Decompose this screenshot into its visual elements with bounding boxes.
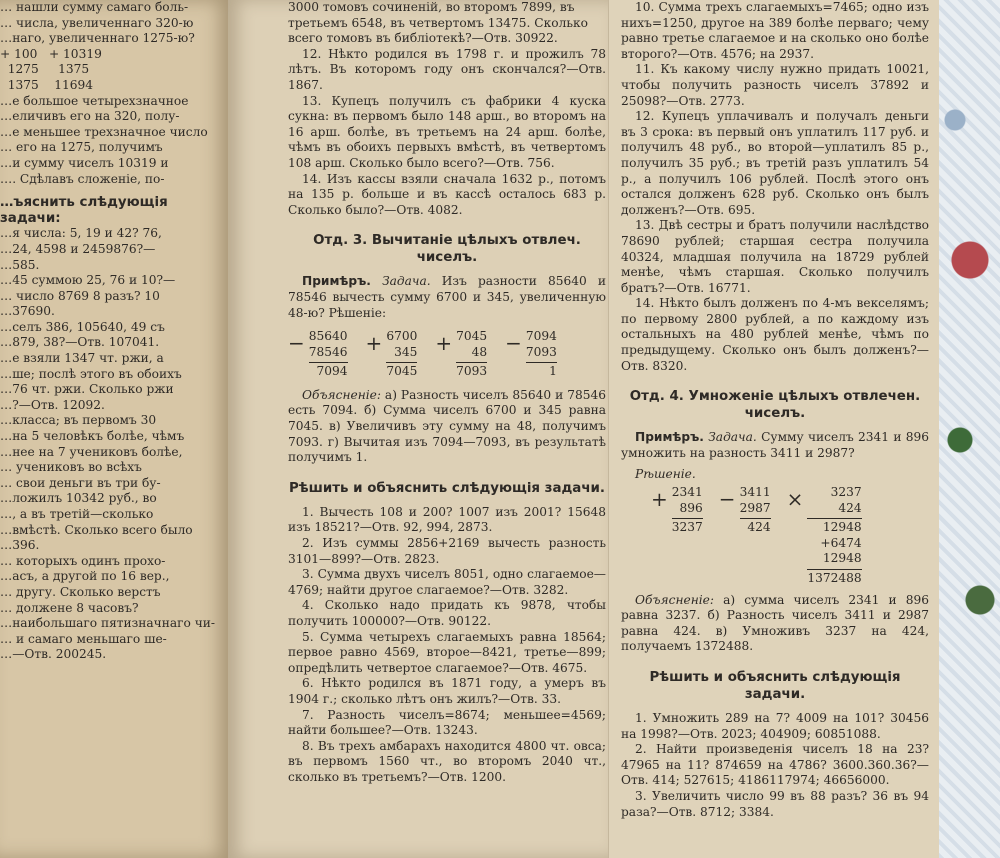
left-text-fragment: 1375 11694 xyxy=(0,77,94,92)
problem-item: 12. Нѣкто родился въ 1798 г. и прожилъ 78 лѣтъ. Въ которомъ году онъ скончался?—Отв. 1867. xyxy=(288,46,606,92)
left-text-fragment: … которыхъ одинъ прохо- xyxy=(0,553,166,568)
left-text-fragment: …76 чт. ржи. Сколько ржи xyxy=(0,382,174,397)
left-text-fragment: …на 5 человѣкъ болѣе, чѣмъ xyxy=(0,429,185,444)
arith-number: 2341 xyxy=(671,485,703,500)
left-text-fragment: + 100 + 10319 xyxy=(0,46,102,61)
left-text-fragment: …е меньшее трехзначное число xyxy=(0,124,208,139)
example-task-label: Задача. xyxy=(382,274,431,289)
plus-sign: + xyxy=(365,331,383,356)
partial-product: 12948 xyxy=(807,518,861,536)
arith-block xyxy=(505,329,557,380)
left-text-fragment: …вмѣстѣ. Сколько всего было xyxy=(0,522,193,537)
arith-block xyxy=(651,485,703,536)
problem-item: 10. Сумма трехъ слагаемыхъ=7465; одно изъ нихъ=1250, другое на 389 болѣе перваго; чему равно третье слагаемое и на сколько оно болѣе второго?—Отв. 4576; на 2937. xyxy=(621,0,929,61)
arith-result: 3237 xyxy=(671,520,703,535)
problem-item: 2. Найти произведенія чиселъ 18 на 23? 47965 на 11? 874659 на 4786? 3600.360.36?—Отв. 414; 527615; 4186117974; 46656000. xyxy=(621,742,929,788)
arith-number: 7093 xyxy=(525,344,557,359)
example-text: Изъ разности 85640 и 78546 вычесть сумму 6700 и 345, увеличенную 48-ю? Рѣшеніе: xyxy=(288,274,607,320)
arith-result: 1 xyxy=(526,362,557,380)
times-sign: × xyxy=(786,487,804,512)
problem-item: 8. Въ трехъ амбарахъ находится 4800 чт. овса; въ первомъ 1560 чт., во второмъ 2040 чт., сколько въ третьемъ?—Отв. 1200. xyxy=(288,738,606,784)
right-page xyxy=(608,0,939,858)
problem-item: 14. Нѣкто былъ долженъ по 4-мъ векселямъ; по первому 2800 рублей, а по каждому изъ остальныхъ на 480 рублей менѣе, чѣмъ по предыдущему. Сколько онъ былъ долженъ?—Отв. 8320. xyxy=(621,296,929,373)
left-heading-line: задачи: xyxy=(0,210,61,226)
left-heading-line: …ъяснить слѣдующія xyxy=(0,195,168,211)
solution-label: Рѣшеніе. xyxy=(635,467,696,482)
example-paragraph xyxy=(288,274,606,321)
problem-item: 14. Изъ кассы взяли сначала 1632 р., потомъ на 135 р. больше и въ кассѣ осталось 683 р. Сколько было?—Отв. 4082. xyxy=(288,171,606,217)
arith-block xyxy=(288,329,348,380)
problem-item: 2. Изъ суммы 2856+2169 вычесть разность 3101—899?—Отв. 2823. xyxy=(288,536,606,566)
left-text-fragment: …24, 4598 и 2459876?— xyxy=(0,241,156,256)
problems-heading: Рѣшить и объяснить слѣдующія задачи. xyxy=(649,669,901,702)
problem-item: 11. Къ какому числу нужно придать 10021, чтобы получить разность чиселъ 37892 и 25098?—Отв. 2773. xyxy=(621,62,929,108)
left-text-fragment: … учениковъ во всѣхъ xyxy=(0,460,142,475)
partial-product: 12948 xyxy=(822,551,862,566)
explanation-paragraph xyxy=(621,593,929,655)
left-text-fragment: …класса; въ первомъ 30 xyxy=(0,413,157,428)
arith-block xyxy=(366,329,418,380)
problem-item: 6. Нѣкто родился въ 1871 году, а умеръ въ 1904 г.; сколько лѣтъ онъ жилъ?—Отв. 33. xyxy=(288,676,606,706)
arith-result: 424 xyxy=(740,518,771,536)
left-text-fragment: …наго, увеличеннаго 1275-ю? xyxy=(0,31,195,46)
arith-number: 3237 xyxy=(830,485,862,500)
left-text-fragment: … нашли сумму самаго боль- xyxy=(0,0,189,14)
top-line: всего томовъ въ библіотекѣ?—Отв. 30922. xyxy=(288,31,558,46)
left-text-fragment: …асъ, а другой по 16 вер., xyxy=(0,569,170,584)
problem-item: 4. Сколько надо придать къ 9878, чтобы получить 100000?—Отв. 90122. xyxy=(288,598,606,628)
left-text-fragment: … и самаго меньшаго ше- xyxy=(0,631,167,646)
subtraction-example xyxy=(288,329,606,380)
left-text-fragment: …нее на 7 учениковъ болѣе, xyxy=(0,444,183,459)
left-text-fragment: … должене 8 часовъ? xyxy=(0,600,139,615)
example-label: Примѣръ. xyxy=(635,430,704,445)
left-text-fragment: … число 8769 8 разъ? 10 xyxy=(0,288,160,303)
left-text-fragment: …?—Отв. 12092. xyxy=(0,397,105,412)
left-page-column xyxy=(0,0,226,663)
center-page xyxy=(228,0,608,858)
left-text-fragment: … числа, увеличеннаго 320-ю xyxy=(0,15,194,30)
example-label: Примѣръ. xyxy=(302,274,371,289)
arith-number: 78546 xyxy=(308,344,348,359)
arith-number: 345 xyxy=(394,344,418,359)
arith-result: 7093 xyxy=(456,364,488,379)
arith-number: 85640 xyxy=(308,329,348,344)
arith-number: 3411 xyxy=(739,485,771,500)
left-text-fragment: …еличивъ его на 320, полу- xyxy=(0,109,180,124)
section-heading: Отд. 4. Умноженіе цѣлыхъ отвлечен. чиселъ. xyxy=(629,389,921,422)
arith-number: 7094 xyxy=(525,329,557,344)
left-text-fragment: … другу. Сколько верстъ xyxy=(0,584,161,599)
arith-number: 896 xyxy=(679,500,703,515)
arith-number: 424 xyxy=(838,500,862,515)
explanation-text: а) Разность чиселъ 85640 и 78546 есть 7094. б) Сумма чиселъ 6700 и 345 равна 7045. в) Увеличивъ эту сумму на 48, получимъ 7093. г) Вычитая изъ 7094—7093, въ результатѣ получимъ 1. xyxy=(288,387,606,465)
left-text-fragment: … его на 1275, получимъ xyxy=(0,140,163,155)
arith-number: 48 xyxy=(471,344,488,359)
problem-item: 13. Купецъ получилъ съ фабрики 4 куска сукна: въ первомъ было 148 арш., во второмъ на 16 арш. болѣе, въ третьемъ на 24 арш. болѣе, чѣмъ въ обоихъ первыхъ вмѣстѣ, въ четвертомъ 108 арш. Сколько было всего?—Отв. 756. xyxy=(288,93,606,170)
spacer xyxy=(0,187,226,195)
left-text-fragment: …, а въ третій—сколько xyxy=(0,507,154,521)
left-text-fragment: …ше; послѣ этого въ обоихъ xyxy=(0,366,182,381)
tablecloth-background xyxy=(930,0,1000,858)
minus-sign: − xyxy=(505,331,522,356)
explanation-text: а) сумма чиселъ 2341 и 896 равна 3237. б) Разность чиселъ 3411 и 2987 равна 424. в) Умноживъ 3237 на 424, получаемъ 1372488. xyxy=(621,592,930,654)
partial-product xyxy=(807,536,861,552)
left-text-fragment: …—Отв. 200245. xyxy=(0,647,107,662)
example-paragraph xyxy=(621,430,929,461)
left-text-fragment: …ложилъ 10342 руб., во xyxy=(0,491,157,506)
explanation-label: Объясненіе: xyxy=(635,592,714,607)
arith-block xyxy=(787,485,862,587)
arith-result: 7045 xyxy=(386,364,418,379)
left-text-fragment: …879, 38?—Отв. 107041. xyxy=(0,335,160,350)
problem-item: 3. Сумма двухъ чиселъ 8051, одно слагаемое—4769; найти другое слагаемое?—Отв. 3282. xyxy=(288,567,606,597)
multiplication-example xyxy=(651,485,929,587)
arith-number: 6700 xyxy=(386,329,418,344)
left-text-fragment: … свои деньги въ три бу- xyxy=(0,475,161,490)
minus-sign: − xyxy=(718,487,736,512)
center-page-column xyxy=(288,0,606,786)
plus-sign: + xyxy=(435,331,453,356)
example-text: Сумму чиселъ 2341 и 896 умножить на разность 3411 и 2987? xyxy=(621,430,929,460)
left-text-fragment: …е большое четырехзначное xyxy=(0,93,189,108)
left-text-fragment: …и сумму чиселъ 10319 и xyxy=(0,155,169,170)
problem-item: 5. Сумма четырехъ слагаемыхъ равна 18564; первое равно 4569, второе—8421, третье—899; опредѣлить четвертое слагаемое?—Отв. 4675. xyxy=(288,629,606,675)
arith-number: 7045 xyxy=(456,329,488,344)
arith-block xyxy=(435,329,487,380)
left-page xyxy=(0,0,232,858)
left-text-fragment: …37690. xyxy=(0,304,55,319)
arith-block xyxy=(719,485,771,536)
top-line: 3000 томовъ сочиненій, во второмъ 7899, въ xyxy=(288,0,575,14)
left-text-fragment: …селъ 386, 105640, 49 съ xyxy=(0,319,165,334)
problem-item: 1. Вычесть 108 и 200? 1007 изъ 2001? 15648 изъ 18521?—Отв. 92, 994, 2873. xyxy=(288,504,606,535)
left-text-fragment: …е взяли 1347 чт. ржи, а xyxy=(0,351,164,366)
left-text-fragment: 1275 1375 xyxy=(0,62,90,77)
example-task-label: Задача. xyxy=(708,430,757,445)
left-text-fragment: …396. xyxy=(0,538,40,553)
minus-sign: − xyxy=(288,331,305,356)
left-text-fragment: …наибольшаго пятизначнаго чи- xyxy=(0,616,216,631)
left-text-fragment: …585. xyxy=(0,257,40,272)
left-text-fragment: …я числа: 5, 19 и 42? 76, xyxy=(0,226,162,241)
left-text-fragment: …. Сдѣлавъ сложеніе, по- xyxy=(0,171,165,186)
right-page-column xyxy=(621,0,929,820)
arith-number: 2987 xyxy=(739,500,771,515)
arith-result: 7094 xyxy=(309,362,348,380)
arith-result: 1372488 xyxy=(807,571,862,585)
partial-product-value: 6474 xyxy=(830,535,862,550)
problem-item: 12. Купецъ уплачивалъ и получалъ деньги въ 3 срока: въ первый онъ уплатилъ 117 руб. и получилъ 48 руб., во второй—уплатилъ 85 р., получилъ 35 руб.; въ третій разъ уплатилъ 54 р., а получилъ 106 рублей. Послѣ этого онъ остался долженъ 628 руб. Сколько онъ былъ долженъ?—Отв. 695. xyxy=(621,109,929,217)
problem-item: 3. Увеличить число 99 въ 88 разъ? 36 въ 94 раза?—Отв. 8712; 3384. xyxy=(621,788,929,819)
explanation-label: Объясненіе: xyxy=(302,387,381,402)
top-line: третьемъ 6548, въ четвертомъ 13475. Сколько xyxy=(288,15,588,30)
problem-item: 13. Двѣ сестры и братъ получили наслѣдство 78690 рублей; старшая сестра получила 40324, младшая получила на 18729 рублей менѣе, чѣмъ старшая. Сколько получилъ братъ?—Отв. 16771. xyxy=(621,218,929,295)
left-text-fragment: …45 суммою 25, 76 и 10?— xyxy=(0,273,176,288)
plus-sign: + xyxy=(651,487,668,512)
plus-sign: + xyxy=(820,535,831,550)
problem-item: 1. Умножить 289 на 7? 4009 на 101? 30456 на 1998?—Отв. 2023; 404909; 60851088. xyxy=(621,710,929,741)
problem-item: 7. Разность чиселъ=8674; меньшее=4569; найти большее?—Отв. 13243. xyxy=(288,707,606,738)
explanation-paragraph xyxy=(288,388,606,466)
problems-heading: Рѣшить и объяснить слѣдующія задачи. xyxy=(288,480,606,496)
section-heading: Отд. 3. Вычитаніе цѣлыхъ отвлеч. чиселъ. xyxy=(313,233,581,266)
